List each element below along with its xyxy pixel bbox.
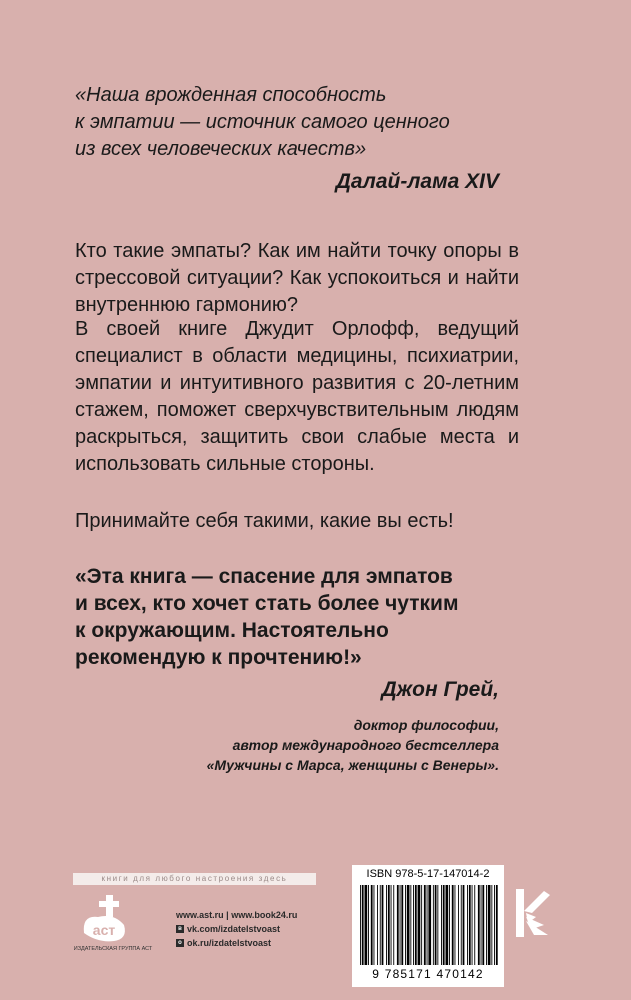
barcode-bar — [401, 885, 403, 965]
barcode-bar — [472, 885, 473, 965]
barcode-bar — [382, 885, 384, 965]
barcode-bar — [393, 885, 394, 965]
credit-line: «Мужчины с Марса, женщины с Венеры». — [206, 757, 499, 773]
barcode-bar — [443, 885, 445, 965]
barcode-bar — [388, 885, 390, 965]
barcode-bar — [494, 885, 495, 965]
barcode-bar — [469, 885, 471, 965]
description-paragraph-2: В своей книге Джудит Орлофф, ведущий специалист в области медицины, психиатрии, эмпатии и интуитивного развития с 20-летним стажем, поможет сверхчувствительным людям раскрыться, защитить свои слабые места и использовать сильные стороны. — [75, 318, 519, 475]
endorsement-quote — [75, 563, 545, 671]
barcode-bar — [428, 885, 431, 965]
description-paragraph-1: Кто такие эмпаты? Как им найти точку опоры в стрессовой ситуации? Как успокоиться и найти внутреннюю гармонию? — [75, 240, 519, 316]
barcode-bar — [449, 885, 450, 965]
vk-link[interactable]: vk.com/izdatelstvoast — [187, 924, 281, 934]
barcode-bar — [486, 885, 487, 965]
ast-logo-icon — [80, 893, 130, 945]
k-logo-icon — [514, 887, 552, 939]
barcode-bar — [374, 885, 375, 965]
epigraph-author: Далай-лама XIV — [335, 170, 499, 193]
barcode-bar — [418, 885, 421, 965]
websites[interactable] — [176, 908, 297, 922]
barcode-bar — [467, 885, 468, 965]
barcode-bar — [360, 885, 361, 965]
barcode-bar — [482, 885, 484, 965]
endorsement-credit — [207, 715, 499, 775]
epigraph-quote — [75, 82, 545, 163]
endorsement-line: «Эта книга — спасение для эмпатов — [75, 565, 453, 588]
barcode-bar — [474, 885, 475, 965]
credit-line: автор международного бестселлера — [232, 737, 499, 753]
barcode-bar — [433, 885, 434, 965]
ean-number: 9 785171 470142 — [372, 967, 484, 981]
barcode-bar — [368, 885, 369, 965]
social-ok[interactable] — [176, 936, 297, 950]
barcode-bar — [391, 885, 392, 965]
barcode-bar — [435, 885, 437, 965]
endorsement-line: рекомендую к прочтению!» — [75, 646, 362, 669]
publisher-links — [176, 908, 297, 950]
barcode-bar — [481, 885, 482, 965]
endorsement-author: Джон Грей, — [381, 678, 499, 701]
barcode-bar — [413, 885, 414, 965]
barcode-bar — [362, 885, 364, 965]
barcode-bar — [405, 885, 406, 965]
epigraph-line: из всех человеческих качеств» — [75, 138, 367, 160]
barcode-bar — [437, 885, 438, 965]
barcode-bar — [496, 885, 498, 965]
barcode — [358, 885, 498, 967]
barcode-bar — [397, 885, 399, 965]
ok-icon: о — [176, 939, 184, 947]
barcode-bar — [488, 885, 491, 965]
barcode-bar — [427, 885, 428, 965]
publisher-name: ИЗДАТЕЛЬСКАЯ ГРУППА АСТ — [73, 946, 153, 952]
barcode-bar — [446, 885, 449, 965]
epigraph-line: к эмпатии — источник самого ценного — [75, 111, 450, 133]
endorsement-line: к окружающим. Настоятельно — [75, 619, 389, 642]
barcode-bar — [365, 885, 368, 965]
barcode-bar — [458, 885, 459, 965]
barcode-bar — [491, 885, 492, 965]
barcode-bar — [441, 885, 442, 965]
barcode-bar — [371, 885, 373, 965]
website-link[interactable]: www.ast.ru | www.book24.ru — [176, 910, 298, 920]
epigraph-line: «Наша врожденная способность — [75, 84, 387, 106]
description-paragraph-3: Принимайте себя такими, какие вы есть! — [75, 510, 454, 532]
isbn-number: ISBN 978-5-17-147014-2 — [366, 868, 490, 880]
barcode-bar — [461, 885, 462, 965]
publisher-slogan: книги для любого настроения здесь — [73, 873, 316, 885]
barcode-bar — [410, 885, 411, 965]
barcode-bar — [377, 885, 378, 965]
vk-icon: в — [176, 925, 184, 933]
endorsement-line: и всех, кто хочет стать более чутким — [75, 592, 459, 615]
barcode-bar — [407, 885, 410, 965]
credit-line: доктор философии, — [353, 717, 499, 733]
barcode-bar — [455, 885, 456, 965]
social-vk[interactable] — [176, 922, 297, 936]
barcode-bar — [463, 885, 465, 965]
barcode-bar — [478, 885, 480, 965]
barcode-bar — [415, 885, 417, 965]
barcode-bar — [400, 885, 401, 965]
ok-link[interactable]: ok.ru/izdatelstvoast — [187, 938, 272, 948]
barcode-bar — [452, 885, 454, 965]
barcode-bar — [421, 885, 422, 965]
ast-logo-text: аст — [92, 922, 116, 938]
barcode-bar — [424, 885, 426, 965]
barcode-bar — [386, 885, 387, 965]
isbn-barcode-box — [352, 865, 504, 987]
barcode-bar — [380, 885, 381, 965]
